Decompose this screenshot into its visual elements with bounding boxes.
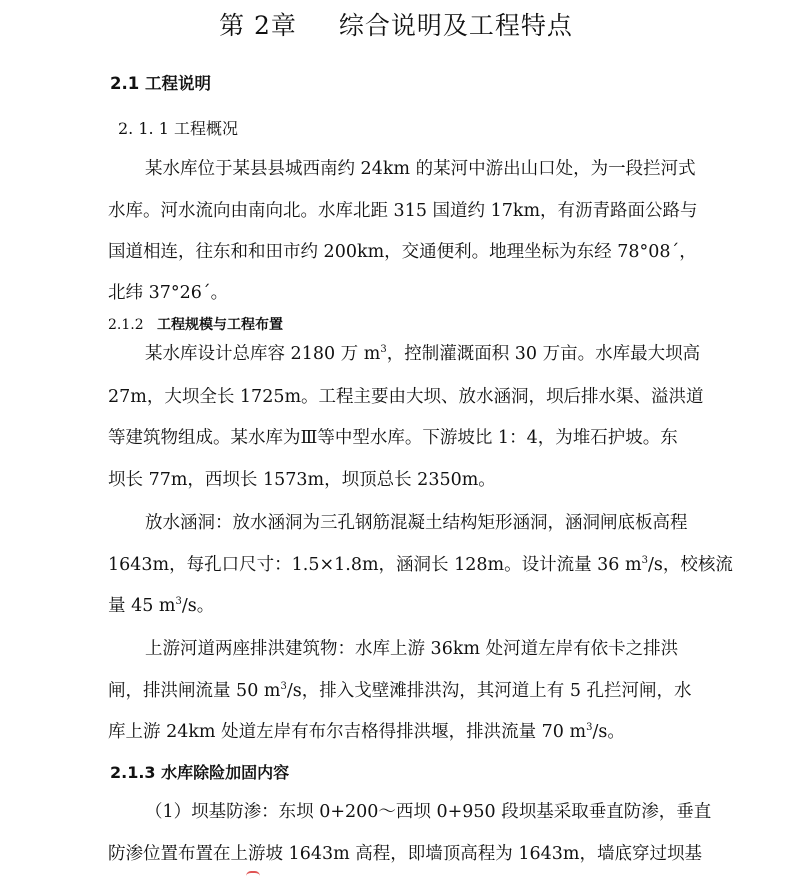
paragraph-line: 放水涵洞：放水涵洞为三孔钢筋混凝土结构矩形涵洞，涵洞闸底板高程 — [145, 513, 688, 533]
paragraph-line: 北纬 37°26´。 — [108, 283, 229, 303]
paragraph-line: 闸，排洪闸流量 50 $m^3/s$，排入戈壁滩排洪沟，其河道上有 5 孔拦河闸，水 — [108, 681, 692, 701]
paragraph-line: 库上游 24km 处道左岸有布尔吉格得排洪堰，排洪流量 70 $m^3/s$。 — [108, 722, 625, 742]
section-title: 工程规模与工程布置 — [156, 317, 283, 333]
superscript: 3 — [175, 596, 182, 607]
paragraph-line: 水库。河水流向由南向北。水库北距 315 国道约 17km，有沥青路面公路与 — [108, 201, 698, 221]
chapter-title — [0, 6, 792, 42]
section-heading-2-1-2 — [108, 314, 283, 334]
red-ink-mark — [246, 871, 260, 876]
section-heading-2-1: 2.1 工程说明 — [110, 74, 211, 93]
section-heading-2-1-3: 2.1.3 水库除险加固内容 — [110, 763, 290, 782]
paragraph-line: 国道相连，往东和和田市约 200km，交通便利。地理坐标为东经 78°08´， — [108, 242, 697, 262]
paragraph-line: 某水库位于某县县城西南约 24km 的某河中游出山口处，为一段拦河式 — [145, 159, 696, 179]
paragraph-line: （1）坝基防渗：东坝 0+200～西坝 0+950 段坝基采取垂直防渗，垂直 — [145, 802, 712, 822]
superscript: 3 — [380, 344, 387, 355]
paragraph-line: 等建筑物组成。某水库为Ⅲ等中型水库。下游坡比 1：4，为堆石护坡。东 — [108, 428, 678, 448]
superscript: 3 — [280, 681, 287, 692]
paragraph-line: 量 45 $m^3/s$。 — [108, 596, 215, 616]
paragraph-line: 1643m，每孔口尺寸：1.5×1.8m，涵洞长 128m。设计流量 36 $m^3/s$，校核流 — [108, 555, 733, 575]
superscript: 3 — [586, 722, 593, 733]
section-number: 2.1.2 — [108, 317, 144, 333]
chapter-heading: 综合说明及工程特点 — [338, 11, 573, 40]
chapter-number: 第 2章 — [219, 11, 297, 40]
paragraph-line: 27m，大坝全长 1725m。工程主要由大坝、放水涵洞，坝后排水渠、溢洪道 — [108, 387, 704, 407]
section-heading-2-1-1: 2. 1. 1 工程概况 — [118, 119, 238, 138]
paragraph-line: 上游河道两座排洪建筑物：水库上游 36km 处河道左岸有依卡之排洪 — [145, 639, 679, 659]
paragraph-line: 某水库设计总库容 2180 万 $m^3$，控制灌溉面积 30 万亩。水库最大坝高 — [145, 344, 701, 364]
superscript: 3 — [641, 555, 648, 566]
paragraph-line: 防渗位置布置在上游坡 1643m 高程，即墙顶高程为 1643m，墙底穿过坝基 — [108, 844, 702, 864]
paragraph-line: 坝长 77m，西坝长 1573m，坝顶总长 2350m。 — [108, 470, 496, 490]
